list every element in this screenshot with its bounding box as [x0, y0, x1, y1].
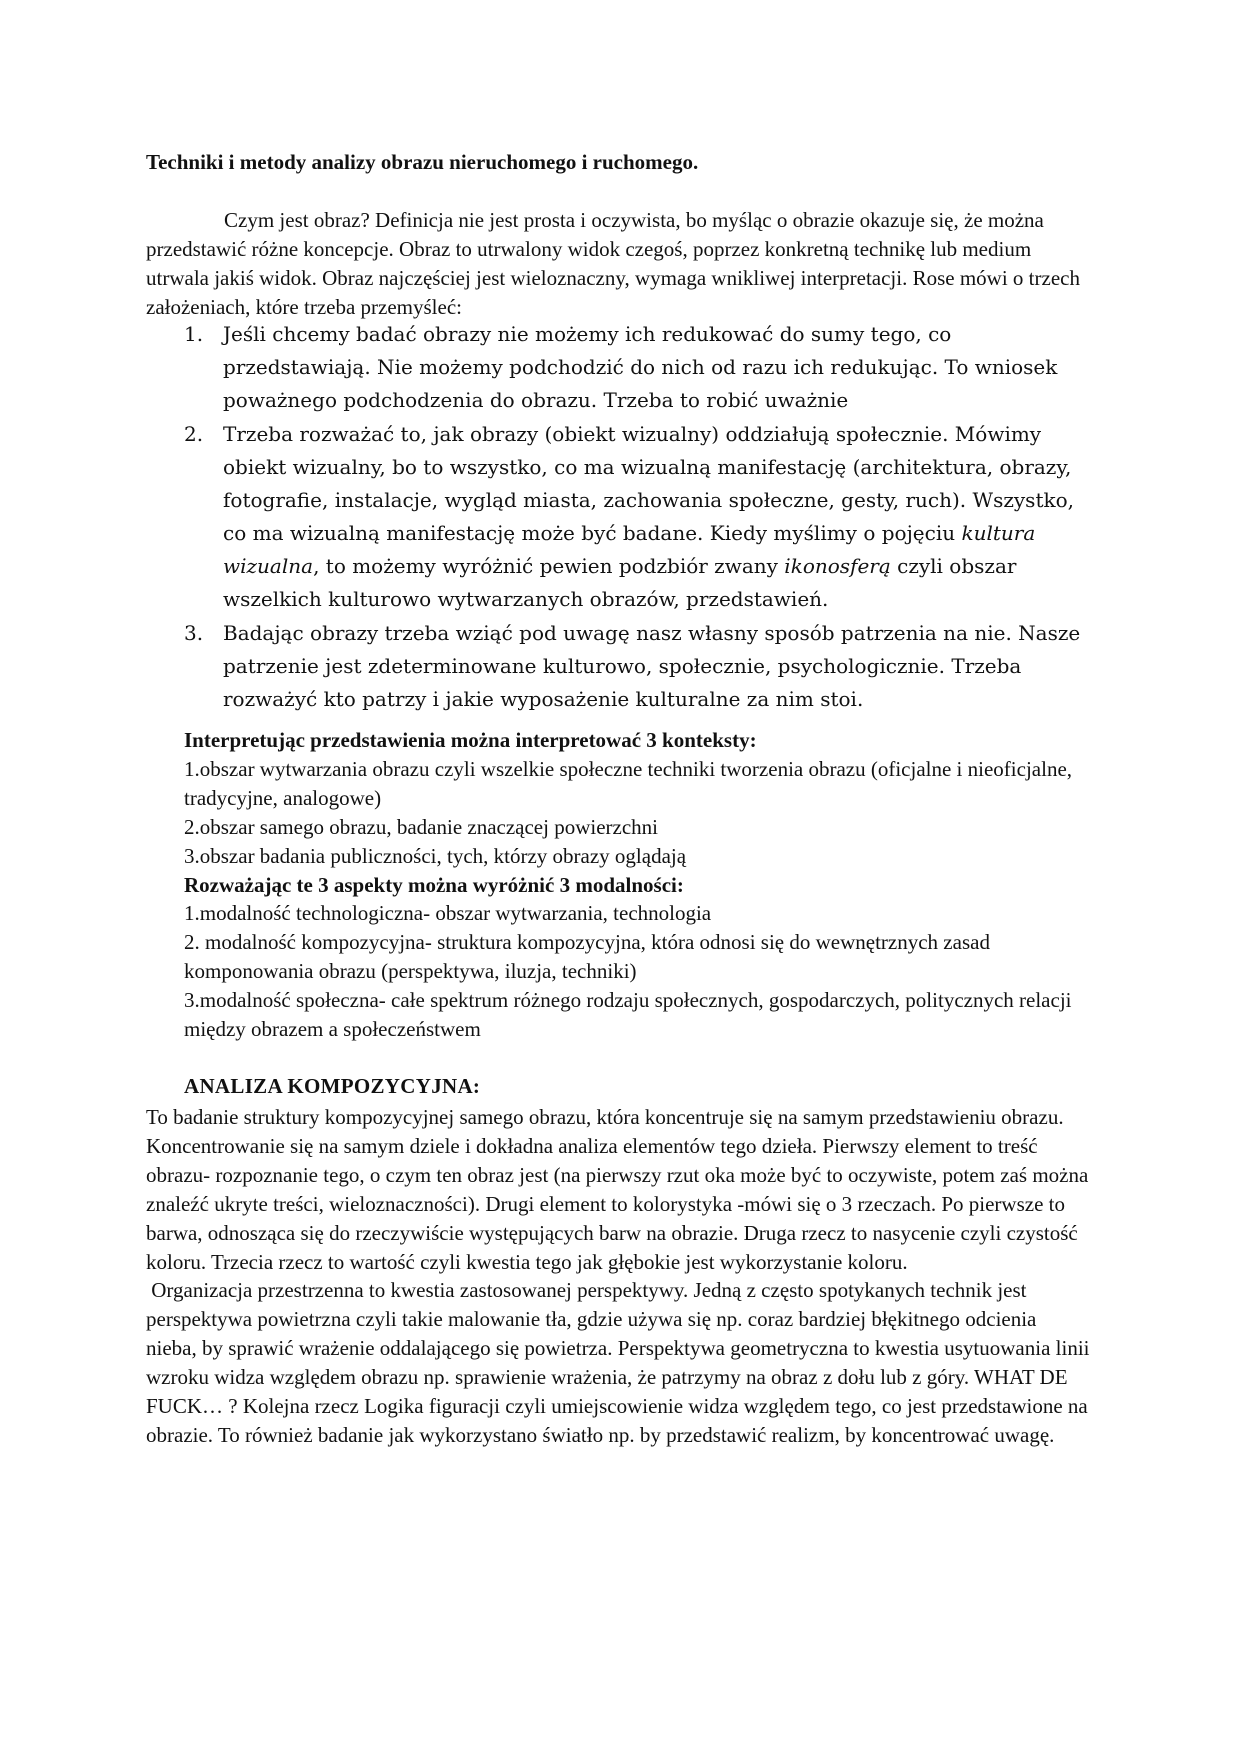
composition-heading: ANALIZA KOMPOZYCYJNA:: [184, 1074, 481, 1098]
list-item-text: Badając obrazy trzeba wziąć pod uwagę nasz własny sposób patrzenia na nie. Nasze patrzenie jest zdeterminowane kulturowo, społecznie, psychologicznie. Trzeba rozważyć kto patrzy i jakie wyposażenie kulturalne za nim stoi.: [223, 621, 1081, 711]
modality-item: 2. modalność kompozycyjna- struktura kompozycyjna, która odnosi się do wewnętrznych zasad komponowania obrazu (perspektywa, iluzja, techniki): [184, 930, 990, 984]
contexts-heading: Interpretując przedstawienia można interpretować 3 konteksty:: [184, 728, 757, 752]
contexts-section: [184, 726, 1094, 1044]
document-title: Techniki i metody analizy obrazu nieruchomego i ruchomego.: [146, 150, 699, 174]
composition-section: [146, 1103, 1095, 1450]
modalities-heading: Rozważając te 3 aspekty można wyróżnić 3 modalności:: [184, 872, 684, 897]
list-item-text: Trzeba rozważać to, jak obrazy (obiekt wizualny) oddziałują społecznie. Mówimy obiekt wizualny, bo to wszystko, co ma wizualną manifestację (architektura, obrazy, fotografie, instalacje, wygląd miasta, zachowania społeczne, gesty, ruch). Wszystko, co ma wizualną manifestację może być badane. Kiedy myślimy o pojęciu: [223, 422, 1074, 545]
list-item: [146, 318, 1092, 417]
list-item: [146, 418, 1092, 616]
assumptions-list: [146, 318, 1092, 717]
list-item-text: Jeśli chcemy badać obrazy nie możemy ich redukować do sumy tego, co przedstawiają. Nie możemy podchodzić do nich od razu ich redukując. To wniosek poważnego podchodzenia do obrazu. Trzeba to robić uważnie: [223, 322, 1058, 412]
emphasis-term: ikonosferą: [784, 554, 891, 578]
list-number: 3.: [184, 621, 204, 645]
list-item-text: czyli obszar wszelkich kulturowo wytwarzanych obrazów, przedstawień.: [223, 554, 1017, 611]
composition-paragraph: To badanie struktury kompozycyjnej samego obrazu, która koncentruje się na samym przedstawieniu obrazu. Koncentrowanie się na samym dziele i dokładna analiza elementów tego dzieła. Pierwszy element to treść obrazu- rozpoznanie tego, o czym ten obraz jest (na pierwszy rzut oka może być to oczywiste, potem zaś można znaleźć ukryte treści, wieloznaczności). Drugi element to kolorystyka -mówi się o 3 rzeczach. Po pierwsze to barwa, odnosząca się do rzeczywiście występujących barw na obrazie. Druga rzecz to nasycenie czyli czystość koloru. Trzecia rzecz to wartość czyli kwestia tego jak głębokie jest wykorzystanie koloru.: [146, 1105, 1089, 1274]
list-number: 1.: [184, 322, 204, 346]
list-item: [146, 617, 1092, 716]
context-item: 2.obszar samego obrazu, badanie znaczącej powierzchni: [184, 814, 659, 839]
composition-paragraph: Organizacja przestrzenna to kwestia zastosowanej perspektywy. Jedną z często spotykanych technik jest perspektywa powietrzna czyli takie malowanie tła, gdzie używa się np. coraz bardziej błękitnego odcienia nieba, by sprawić wrażenie oddalającego się powietrza. Perspektywa geometryczna to kwestia usytuowania linii wzroku widza względem obrazu np. sprawienie wrażenia, że patrzymy na obraz z dołu lub z góry. WHAT DE FUCK… ? Kolejna rzecz Logika figuracji czyli umiejscowienie widza względem tego, co jest przedstawione na obrazie. To również badanie jak wykorzystano światło np. by przedstawić realizm, by koncentrować uwagę.: [146, 1278, 1095, 1447]
list-item-text: , to możemy wyróżnić pewien podzbiór zwany: [313, 554, 785, 578]
context-item: 1.obszar wytwarzania obrazu czyli wszelkie społeczne techniki tworzenia obrazu (oficjalne i nieoficjalne, tradycyjne, analogowe): [184, 756, 1073, 810]
modality-item: 1.modalność technologiczna- obszar wytwarzania, technologia: [184, 901, 712, 926]
context-item: 3.obszar badania publiczności, tych, którzy obrazy oglądają: [184, 843, 687, 868]
modality-item: 3.modalność społeczna- całe spektrum różnego rodzaju społecznych, gospodarczych, politycznych relacji między obrazem a społeczeństwem: [184, 988, 1072, 1042]
emphasis-term: kultura wizualna: [223, 521, 1036, 578]
list-number: 2.: [184, 422, 204, 446]
intro-paragraph: [146, 206, 1092, 322]
intro-text: Czym jest obraz? Definicja nie jest prosta i oczywista, bo myśląc o obrazie okazuje się, że można przedstawić różne koncepcje. Obraz to utrwalony widok czegoś, poprzez konkretną technikę lub medium utrwala jakiś widok. Obraz najczęściej jest wieloznaczny, wymaga wnikliwej interpretacji. Rose mówi o trzech założeniach, które trzeba przemyśleć:: [146, 208, 1080, 319]
